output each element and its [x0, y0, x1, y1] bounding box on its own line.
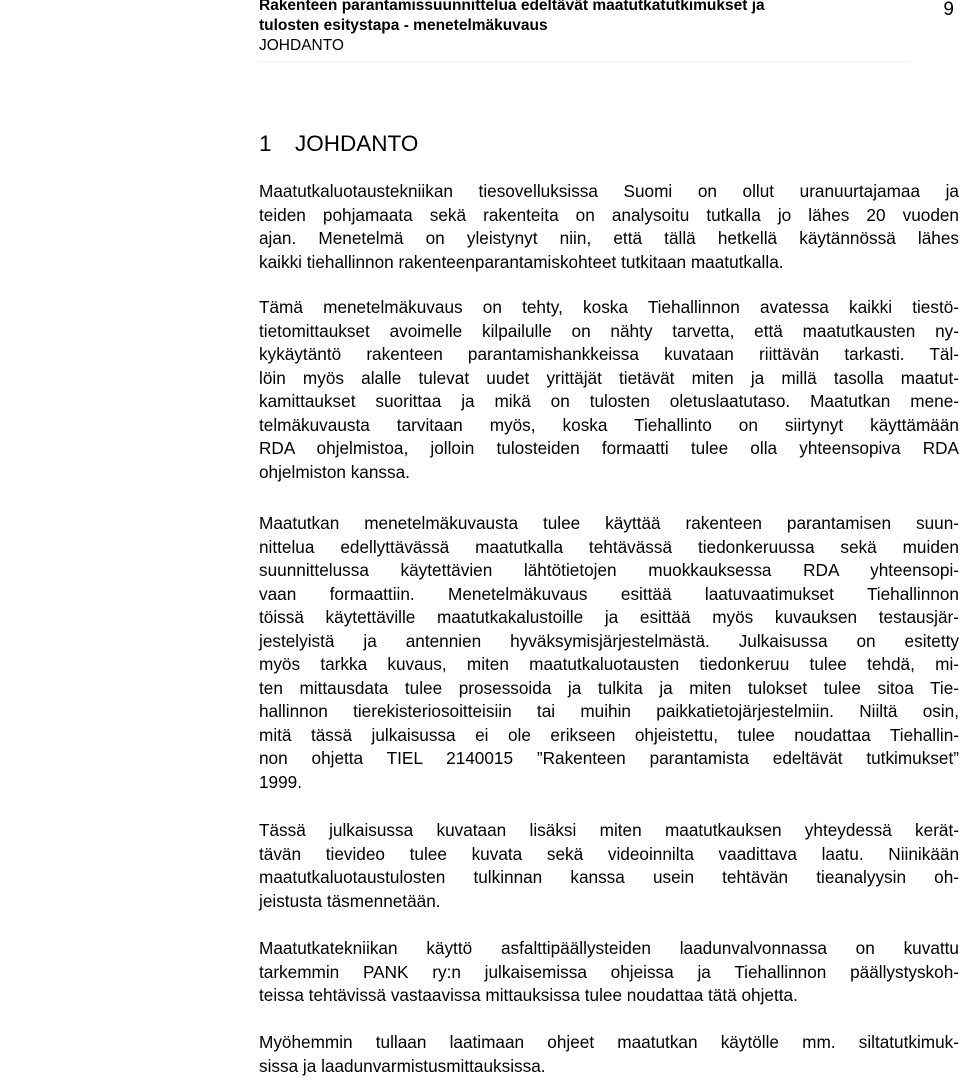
text-line: maatutkaluotaustulosten tulkinnan kanssa usein tehtävän tieanalyysin oh-: [259, 867, 959, 887]
text-line: kaikki tiehallinnon rakenteenparantamiskohteet tutkitaan maatutkalla.: [259, 251, 784, 272]
text-line: suunnittelussa käytettävien lähtötietojen muokkauksessa RDA yhteensopi-: [259, 560, 959, 580]
text-line: ajan. Menetelmä on yleistynyt niin, että tällä hetkellä käytännössä lähes: [259, 228, 959, 248]
text-line: töissä käytettäville maatutkakalustoille ja esittää myös kuvauksen testausjär-: [259, 607, 959, 627]
text-line: ten mittausdata tulee prosessoida ja tulkita ja miten tulokset tulee sitoa Tie-: [259, 677, 959, 698]
chapter-heading: [259, 130, 418, 158]
text-line: kamittaukset suorittaa ja mikä on tulosten oletuslaatutaso. Maatutkan mene-: [259, 391, 959, 411]
text-line: löin myös alalle tulevat uudet yrittäjät tietävät miten ja millä tasolla maatut-: [259, 367, 959, 388]
text-line: Myöhemmin tullaan laatimaan ohjeet maatutkan käytölle mm. siltatutkimuk-: [259, 1032, 959, 1052]
text-line: tarkemmin PANK ry:n julkaisemissa ohjeissa ja Tiehallinnon päällystyskoh-: [259, 961, 959, 982]
text-line: tävän tievideo tulee kuvata sekä videoinnilta vaadittava laatu. Niinikään: [259, 843, 959, 864]
text-line: Tämä menetelmäkuvaus on tehty, koska Tiehallinnon avatessa kaikki tiestö-: [259, 297, 959, 317]
text-line: Maatutkaluotaustekniikan tiesovelluksissa Suomi on ollut uranuurtajamaa ja: [259, 181, 959, 201]
paragraph: [259, 512, 959, 794]
text-line: ohjelmiston kanssa.: [259, 461, 410, 482]
text-line: hallinnon tierekisteriosoitteisiin tai muihin paikkatietojärjestelmiin. Niiltä osin,: [259, 701, 959, 721]
chapter-number: 1: [259, 131, 272, 156]
text-line: non ohjetta TIEL 2140015 ”Rakenteen parantamista edeltävät tutkimukset”: [259, 748, 959, 768]
text-line: Maatutkan menetelmäkuvausta tulee käyttää rakenteen parantamisen suun-: [259, 513, 959, 533]
running-header: [259, 0, 959, 58]
header-section: JOHDANTO: [259, 37, 344, 54]
text-line: Maatutkatekniikan käyttö asfalttipäällysteiden laadunvalvonnassa on kuvattu: [259, 938, 959, 958]
text-line: teiden pohjamaata sekä rakenteita on analysoitu tutkalla jo lähes 20 vuoden: [259, 204, 959, 225]
text-line: nittelua edellyttävässä maatutkalla tehtävässä tiedonkeruussa sekä muiden: [259, 536, 959, 557]
paragraph: [259, 180, 959, 274]
text-line: jestelyistä ja antennien hyväksymisjärjestelmästä. Julkaisussa on esitetty: [259, 630, 959, 651]
text-line: tietomittaukset avoimelle kilpailulle on nähty tarvetta, että maatutkausten ny-: [259, 320, 959, 341]
text-line: vaan formaattiin. Menetelmäkuvaus esittää laatuvaatimukset Tiehallinnon: [259, 583, 959, 604]
paragraph: [259, 937, 959, 1008]
text-line: teissa tehtävissä vastaavissa mittauksissa tulee noudattaa tätä ohjetta.: [259, 985, 798, 1005]
text-line: sissa ja laadunvarmistusmittauksissa.: [259, 1055, 546, 1076]
text-line: 1999.: [259, 771, 303, 792]
text-line: mitä tässä julkaisussa ei ole erikseen ohjeistettu, tulee noudattaa Tiehallin-: [259, 724, 959, 745]
text-line: Tässä julkaisussa kuvataan lisäksi miten maatutkauksen yhteydessä kerät-: [259, 820, 959, 840]
text-line: RDA ohjelmistoa, jolloin tulosteiden formaatti tulee olla yhteensopiva RDA: [259, 438, 959, 458]
paragraph: [259, 1031, 959, 1078]
chapter-title: JOHDANTO: [295, 131, 419, 156]
header-title-line-1: Rakenteen parantamissuunnittelua edeltävät maatutkatutkimukset ja: [259, 0, 765, 14]
paragraph: [259, 296, 959, 484]
text-line: kykäytäntö rakenteen parantamishankkeissa kuvataan riittävän tarkasti. Täl-: [259, 344, 959, 364]
text-line: jeistusta täsmennetään.: [259, 890, 441, 911]
text-line: myös tarkka kuvaus, miten maatutkaluotausten tiedonkeruu tulee tehdä, mi-: [259, 654, 959, 674]
header-title-line-2: tulosten esitystapa - menetelmäkuvaus: [259, 17, 548, 34]
page-number: 9: [943, 0, 954, 20]
header-divider: [259, 61, 909, 62]
text-line: telmäkuvausta tarvitaan myös, koska Tiehallinto on siirtynyt käyttämään: [259, 414, 959, 435]
paragraph: [259, 819, 959, 913]
